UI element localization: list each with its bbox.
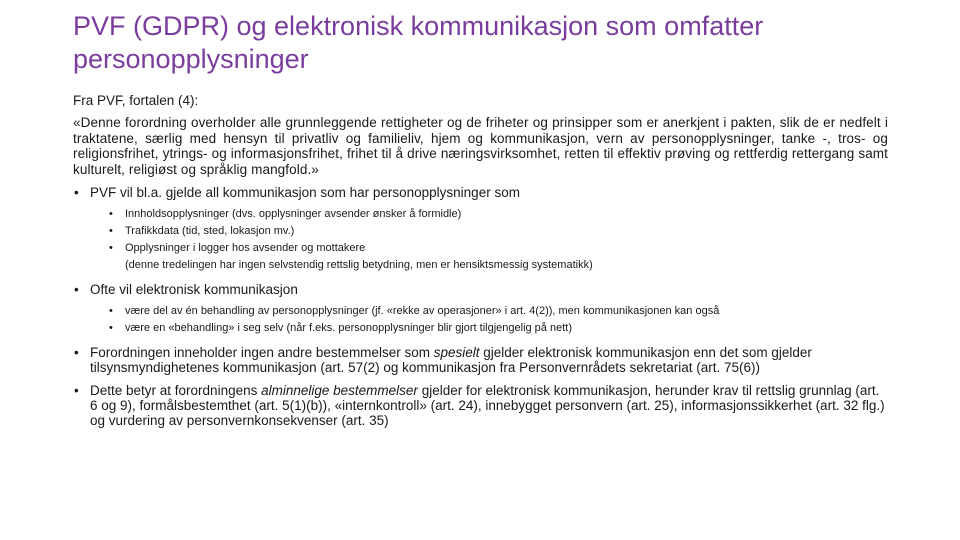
emphasis-text: alminnelige bestemmelser	[261, 383, 418, 398]
bullet-icon: •	[74, 185, 79, 200]
bullet-text: Ofte vil elektronisk kommunikasjon	[90, 282, 298, 297]
list-item	[73, 345, 888, 375]
bullet-icon: •	[74, 282, 79, 297]
bullet-text-end: gjelder elektronisk kommunikasjon enn det som gjelder tilsynsmyndighetenes kommunikasjon (art. 57(2) og kommunikasjon fra Personvernrådets sekretariat (art. 75(6))	[90, 345, 812, 375]
list-item	[73, 185, 888, 274]
list-item	[73, 383, 888, 428]
sub-list	[90, 206, 888, 274]
slide-body	[73, 92, 888, 436]
bullet-icon: •	[74, 383, 79, 398]
bullet-list	[73, 185, 888, 428]
preamble-quote: «Denne forordning overholder alle grunnleggende rettigheter og de friheter og prinsipper som er anerkjent i pakten, slik de er nedfelt i traktatene, særlig med hensyn til privatliv og familieliv, hjem og kommunikasjon, vern av personopplysninger, tanke -, tros- og religionsfrihet, ytrings- og informasjonsfrihet, frihet til å drive næringsvirksomhet, retten til effektiv prøving og rettferdig rettergang samt kulturelt, religiøst og språklig mangfold.»	[73, 115, 888, 177]
list-item	[73, 282, 888, 337]
sub-bullet-text: Innholdsopplysninger (dvs. opplysninger avsender ønsker å formidle)	[125, 208, 462, 220]
sub-list	[90, 303, 888, 337]
bullet-icon: •	[109, 242, 113, 254]
sub-bullet-text: være del av én behandling av personopplysninger (jf. «rekke av operasjoner» i art. 4(2)), men kommunikasjonen kan også	[125, 305, 720, 317]
sub-bullet-text: Trafikkdata (tid, sted, lokasjon mv.)	[125, 225, 295, 237]
emphasis-text: spesielt	[433, 345, 480, 360]
list-item	[108, 206, 888, 223]
list-item	[108, 223, 888, 240]
bullet-icon: •	[109, 322, 113, 334]
bullet-icon: •	[109, 225, 113, 237]
list-item	[108, 240, 888, 257]
sub-bullet-text: være en «behandling» i seg selv (når f.eks. personopplysninger blir gjort tilgjengelig på nett)	[125, 322, 572, 334]
bullet-icon: •	[109, 305, 113, 317]
list-item	[108, 320, 888, 337]
list-item	[108, 303, 888, 320]
bullet-text: PVF vil bl.a. gjelde all kommunikasjon som har personopplysninger som	[90, 185, 520, 200]
intro-text: Fra PVF, fortalen (4):	[73, 93, 199, 108]
bullet-text-start: Forordningen inneholder ingen andre bestemmelser som	[90, 345, 434, 360]
sub-note: (denne tredelingen har ingen selvstendig rettslig betydning, men er hensiktsmessig systematikk)	[125, 259, 593, 271]
bullet-icon: •	[74, 345, 79, 360]
bullet-icon: •	[109, 208, 113, 220]
sub-bullet-text: Opplysninger i logger hos avsender og mottakere	[125, 242, 366, 254]
bullet-text-start: Dette betyr at forordningens	[90, 383, 262, 398]
bullet-text-end: gjelder for elektronisk kommunikasjon, herunder krav til rettslig grunnlag (art. 6 og 9), formålsbestemthet (art. 5(1)(b)), «internkontroll» (art. 24), innebygget personvern (art. 25), informasjonssikkerhet (art. 32 flg.) og vurdering av personvernkonsekvenser (art. 35)	[90, 383, 885, 428]
slide-title: PVF (GDPR) og elektronisk kommunikasjon som omfatter personopplysninger	[73, 11, 764, 74]
